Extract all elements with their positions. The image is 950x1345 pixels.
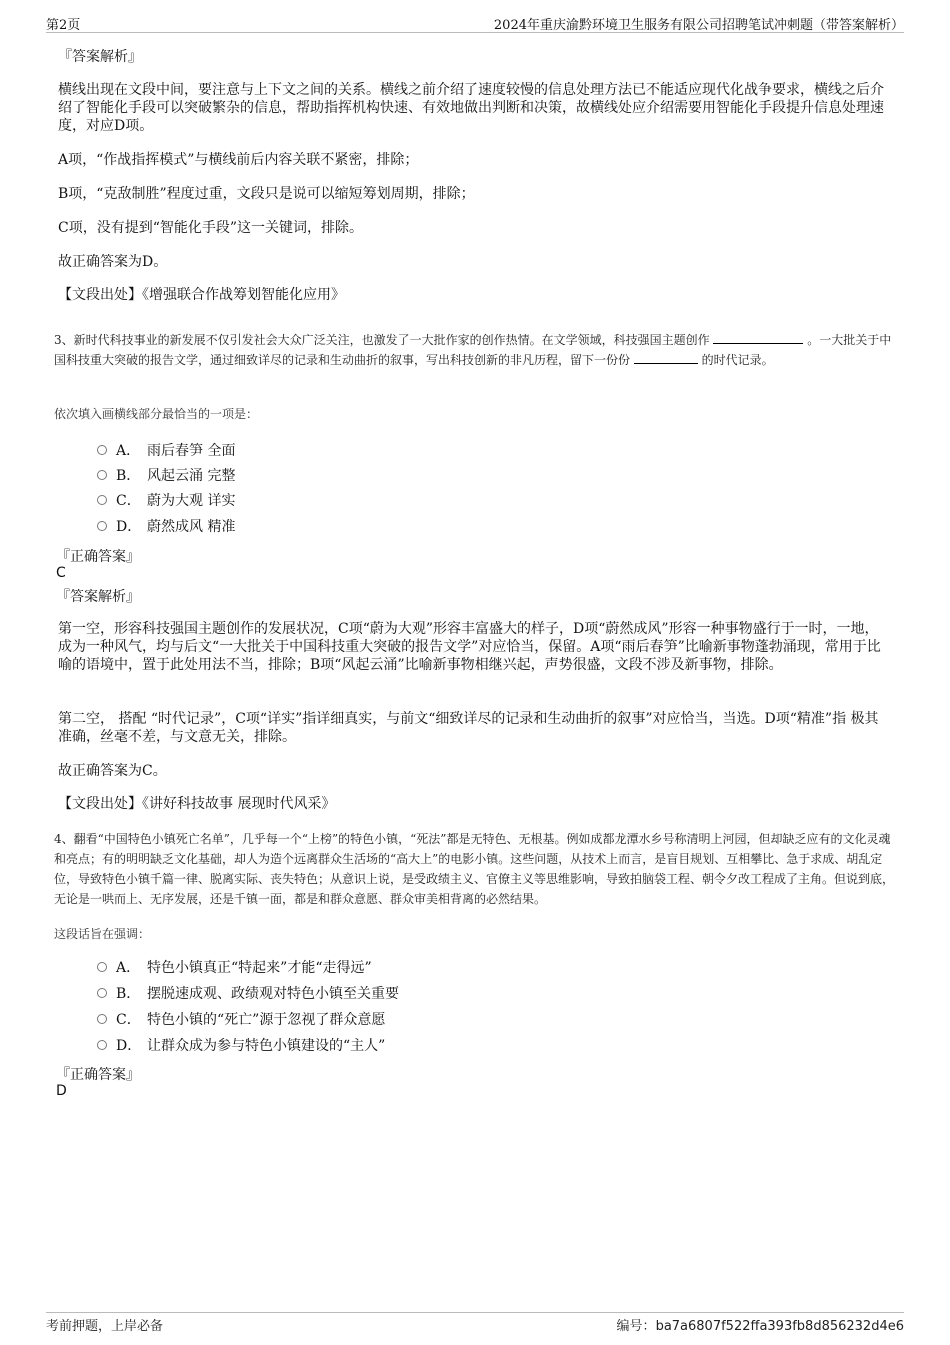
option-b[interactable]: B． 风起云涌 完整 [97,467,235,485]
analysis-paragraph: C项，没有提到“智能化手段”这一关键词，排除。 [58,220,364,236]
analysis-paragraph: B项，“克敌制胜”程度过重，文段只是说可以缩短筹划周期，排除； [58,186,475,202]
option-b[interactable]: B． 摆脱速成观、政绩观对特色小镇至关重要 [97,985,399,1003]
source-citation: 【文段出处】《增强联合作战筹划智能化应用》 [58,287,345,303]
page-header [46,14,904,33]
answer-label: 『正确答案』 [56,549,140,565]
document-code: 编号：ba7a6807f522ffa393fb8d856232d4e6 [616,1319,904,1334]
analysis-paragraph: 第二空， 搭配 “时代记录”，C项“详实”指详细真实，与前文“细致详尽的记录和生动曲折的叙事”对应恰当，当选。D项“精准”指 极其准确，丝毫不差，与文意无关，排除。 [58,711,879,745]
analysis-paragraph: A项，“作战指挥模式”与横线前后内容关联不紧密，排除； [58,152,419,168]
analysis-label: 『答案解析』 [56,589,140,605]
page-number: 第2页 [46,18,81,33]
option-c[interactable]: C． 蔚为大观 详实 [97,492,235,510]
radio-icon[interactable] [97,1040,107,1050]
answer-value: C [56,565,66,581]
option-d[interactable]: D． 蔚然成风 精准 [97,518,235,536]
option-a[interactable]: A． 特色小镇真正“特起来”才能“走得远” [97,959,372,977]
fill-blank [713,331,803,344]
analysis-label: 『答案解析』 [58,49,142,65]
document-title: 2024年重庆渝黔环境卫生服务有限公司招聘笔试冲刺题（带答案解析） [493,18,904,33]
radio-icon[interactable] [97,445,107,455]
conclusion: 故正确答案为D。 [58,254,168,270]
conclusion: 故正确答案为C。 [58,763,167,779]
radio-icon[interactable] [97,988,107,998]
radio-icon[interactable] [97,521,107,531]
radio-icon[interactable] [97,962,107,972]
answer-value: D [56,1083,67,1099]
analysis-paragraph: 第一空，形容科技强国主题创作的发展状况，C项“蔚为大观”形容丰富盛大的样子，D项“蔚然成风”形容一种事物盛行于一时，一地，成为一种风气，均与后文“一大批关于中国科技重大突破的报告文学”对应恰当，保留。A项“雨后春笋”比喻新事物蓬勃涌现，常用于比喻的语境中，置于此处用法不当，排除；B项“风起云涌”比喻新事物相继兴起，声势很盛，文段不涉及新事物，排除。 [58,621,881,673]
option-a[interactable]: A． 雨后春笋 全面 [97,442,235,460]
source-citation: 【文段出处】《讲好科技故事 展现时代风采》 [58,796,336,812]
radio-icon[interactable] [97,495,107,505]
question-stem: 4、翻看“中国特色小镇死亡名单”，几乎每一个“上榜”的特色小镇，“死法”都是无特色、无根基。例如成都龙潭水乡号称清明上河园，但却缺乏应有的文化灵魂和亮点；有的明明缺乏文化基础，却人为造个远离群众生活场的“高大上”的电影小镇。这些问题，从技术上而言，是盲目规划、互相攀比、急于求成、胡乱定位，导致特色小镇千篇一律、脱离实际、丧失特色；从意识上说，是受政绩主义、官僚主义等思维影响，导致拍脑袋工程、朝令夕改工程成了主角。但说到底，无论是一哄而上、无序发展，还是千镇一面，都是和群众意愿、群众审美相背离的必然结果。 [54,832,895,906]
option-c[interactable]: C． 特色小镇的“死亡”源于忽视了群众意愿 [97,1011,385,1029]
option-d[interactable]: D． 让群众成为参与特色小镇建设的“主人” [97,1037,385,1055]
answer-label: 『正确答案』 [56,1067,140,1083]
page-footer [46,1312,904,1333]
question-stem: 3、新时代科技事业的新发展不仅引发社会大众广泛关注，也激发了一大批作家的创作热情。在文学领域，科技强国主题创作 。一大批关于中国科技重大突破的报告文学，通过细致详尽的记录和生动曲折的叙事，写出科技创新的非凡历程，留下一份份 的时代记录。 [54,333,892,367]
question-prompt: 这段话旨在强调： [54,927,151,941]
question-prompt: 依次填入画横线部分最恰当的一项是： [54,407,259,421]
radio-icon[interactable] [97,470,107,480]
analysis-paragraph: 横线出现在文段中间，要注意与上下文之间的关系。横线之前介绍了速度较慢的信息处理方法已不能适应现代化战争要求，横线之后介绍了智能化手段可以突破繁杂的信息，帮助指挥机构快速、有效地做出判断和决策，故横线处应介绍需要用智能化手段提升信息处理速度，对应D项。 [58,82,884,134]
fill-blank [634,351,698,364]
radio-icon[interactable] [97,1014,107,1024]
footer-slogan: 考前押题，上岸必备 [46,1319,164,1334]
